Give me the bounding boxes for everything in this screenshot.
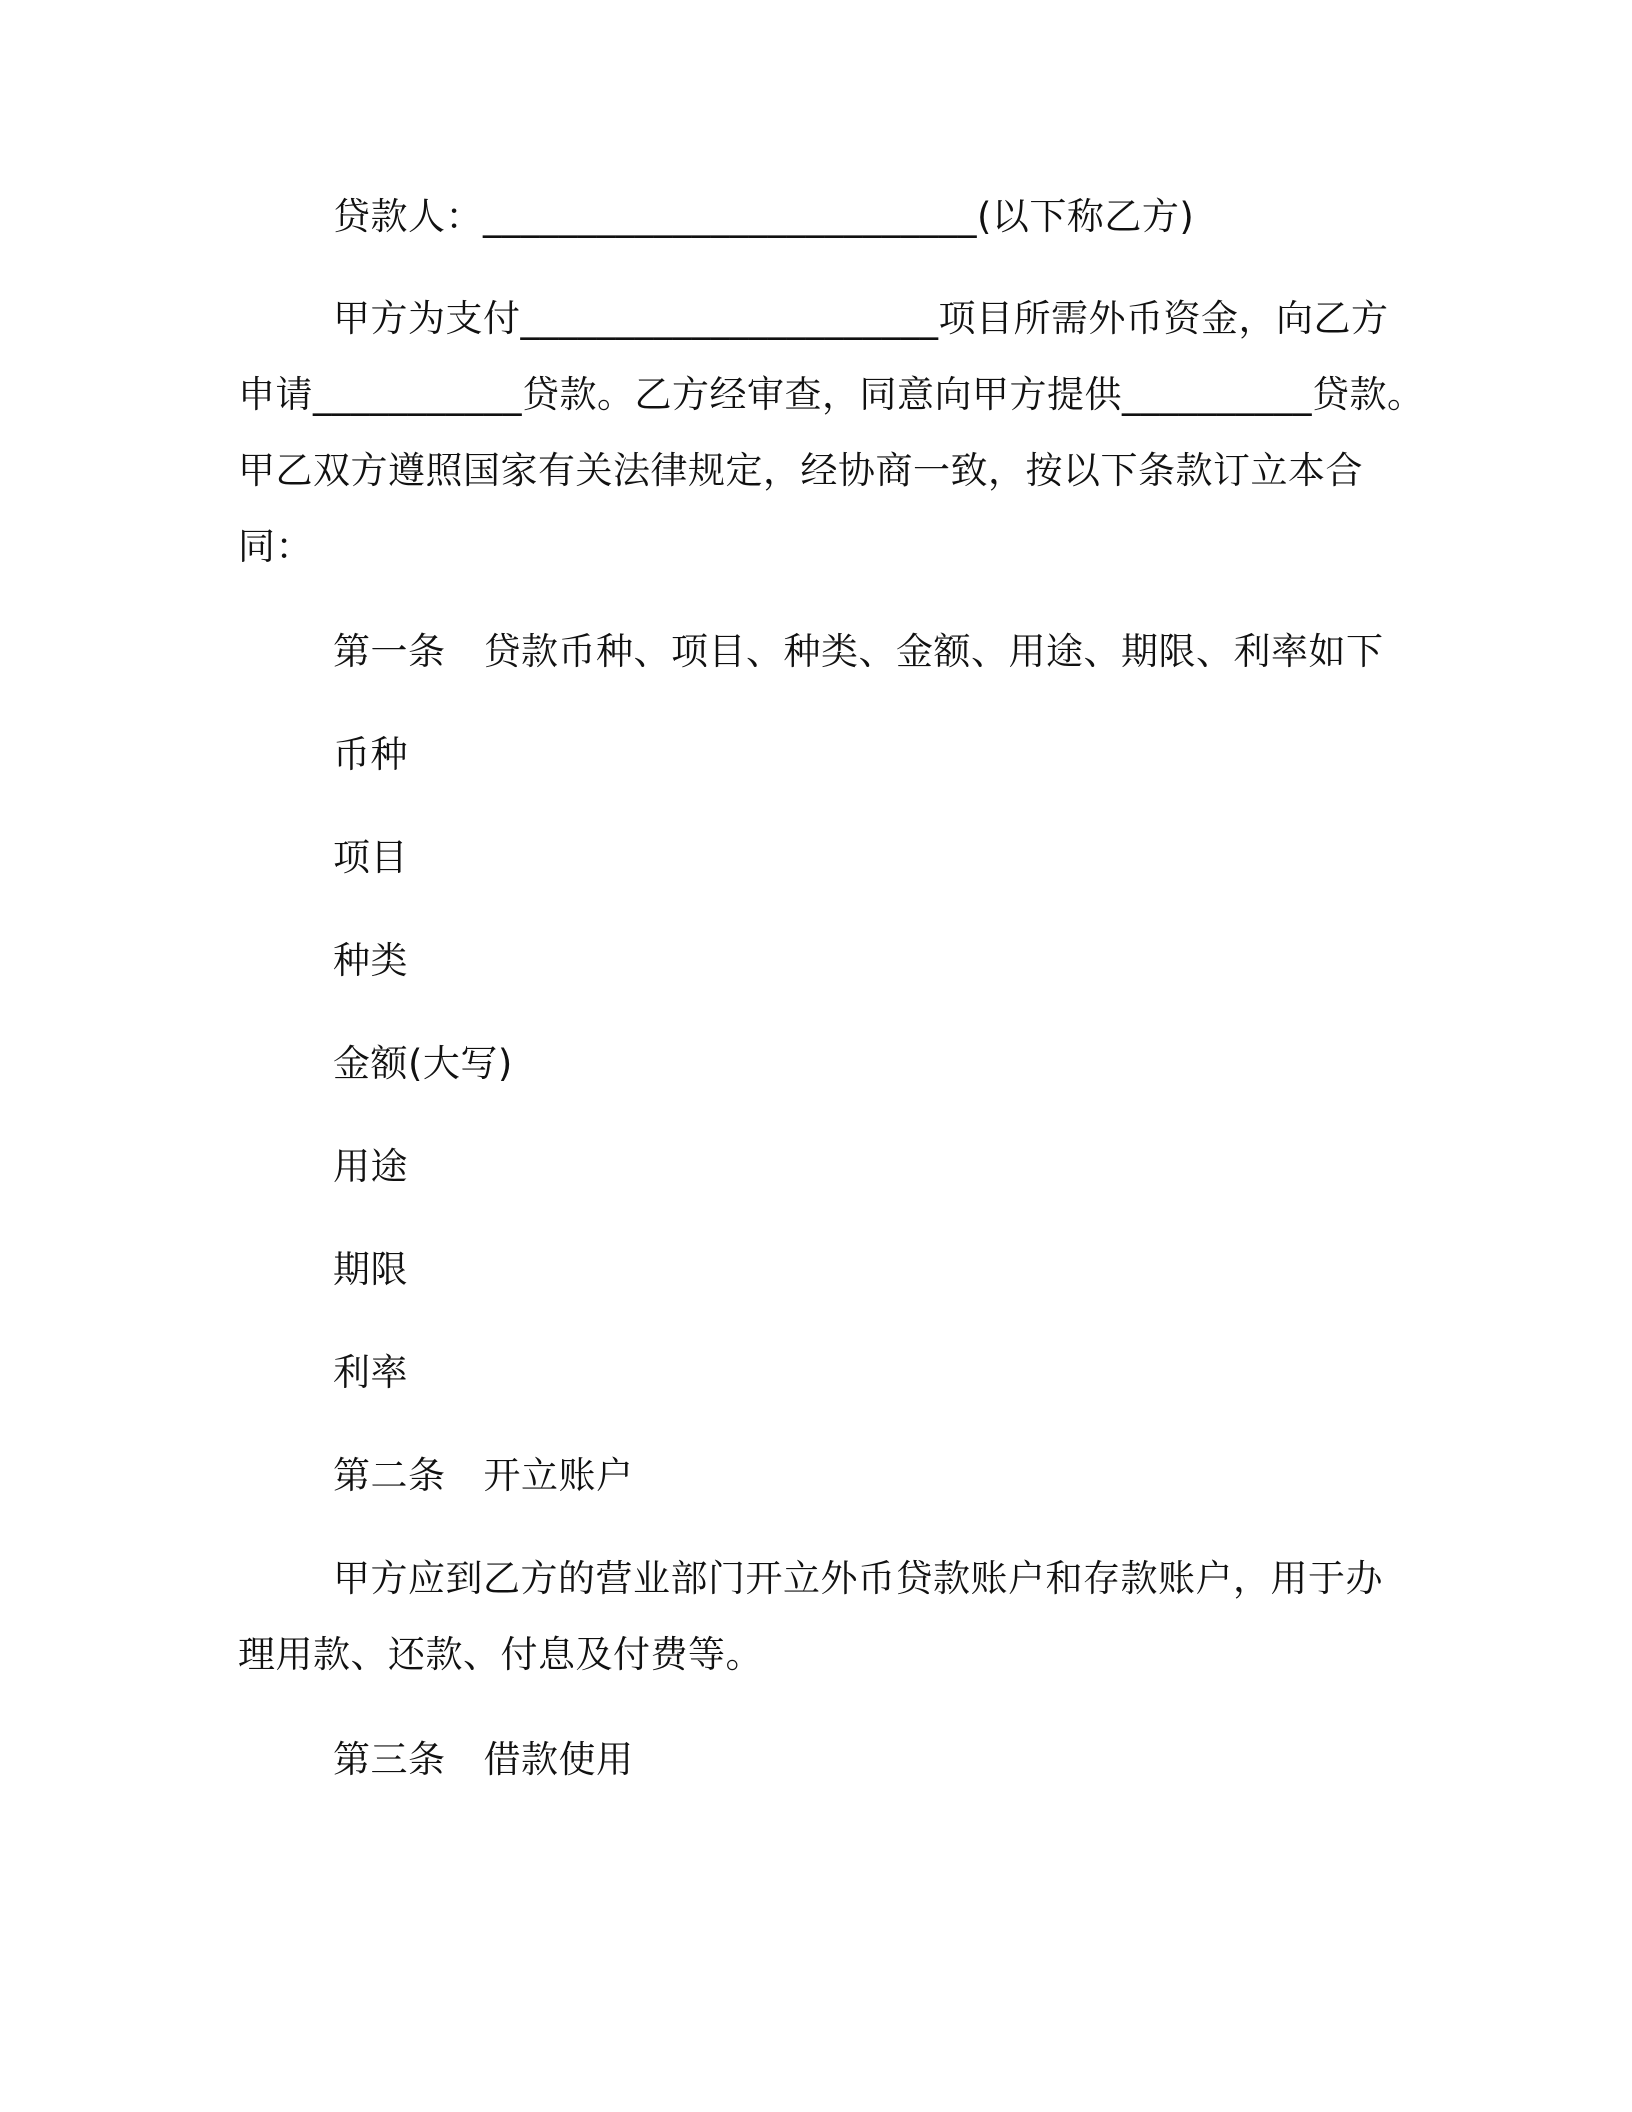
- intro-paragraph-line-2: 申请___________贷款。乙方经审查，同意向甲方提供__________贷款。: [238, 373, 1425, 416]
- article-1-title: 贷款币种、项目、种类、金额、用途、期限、利率如下: [483, 630, 1384, 673]
- article-1-item-project: 项目: [333, 836, 408, 879]
- intro-paragraph-line-4: 同：: [238, 525, 313, 568]
- lender-line: 贷款人：__________________________(以下称乙方): [333, 195, 1195, 238]
- intro-paragraph-line-1: 甲方为支付______________________项目所需外币资金，向乙方: [333, 297, 1389, 340]
- article-3-heading: [333, 1738, 634, 1782]
- article-2-body-line-2: 理用款、还款、付息及付费等。: [238, 1633, 763, 1676]
- article-1-item-purpose: 用途: [333, 1145, 408, 1188]
- article-2-label: 第二条: [333, 1454, 446, 1497]
- article-1-label: 第一条: [333, 630, 446, 673]
- article-2-body-line-1: 甲方应到乙方的营业部门开立外币贷款账户和存款账户，用于办: [333, 1557, 1383, 1600]
- article-2-heading: [333, 1454, 634, 1498]
- article-1-heading: [333, 630, 1384, 674]
- article-1-item-term: 期限: [333, 1248, 408, 1291]
- intro-paragraph-line-3: 甲乙双方遵照国家有关法律规定，经协商一致，按以下条款订立本合: [238, 449, 1363, 492]
- article-3-title: 借款使用: [483, 1738, 634, 1781]
- article-3-label: 第三条: [333, 1738, 446, 1781]
- article-1-item-amount: 金额(大写): [333, 1042, 513, 1085]
- article-1-item-rate: 利率: [333, 1351, 408, 1394]
- article-1-item-type: 种类: [333, 939, 408, 982]
- article-1-item-currency: 币种: [333, 733, 408, 776]
- article-2-title: 开立账户: [483, 1454, 634, 1497]
